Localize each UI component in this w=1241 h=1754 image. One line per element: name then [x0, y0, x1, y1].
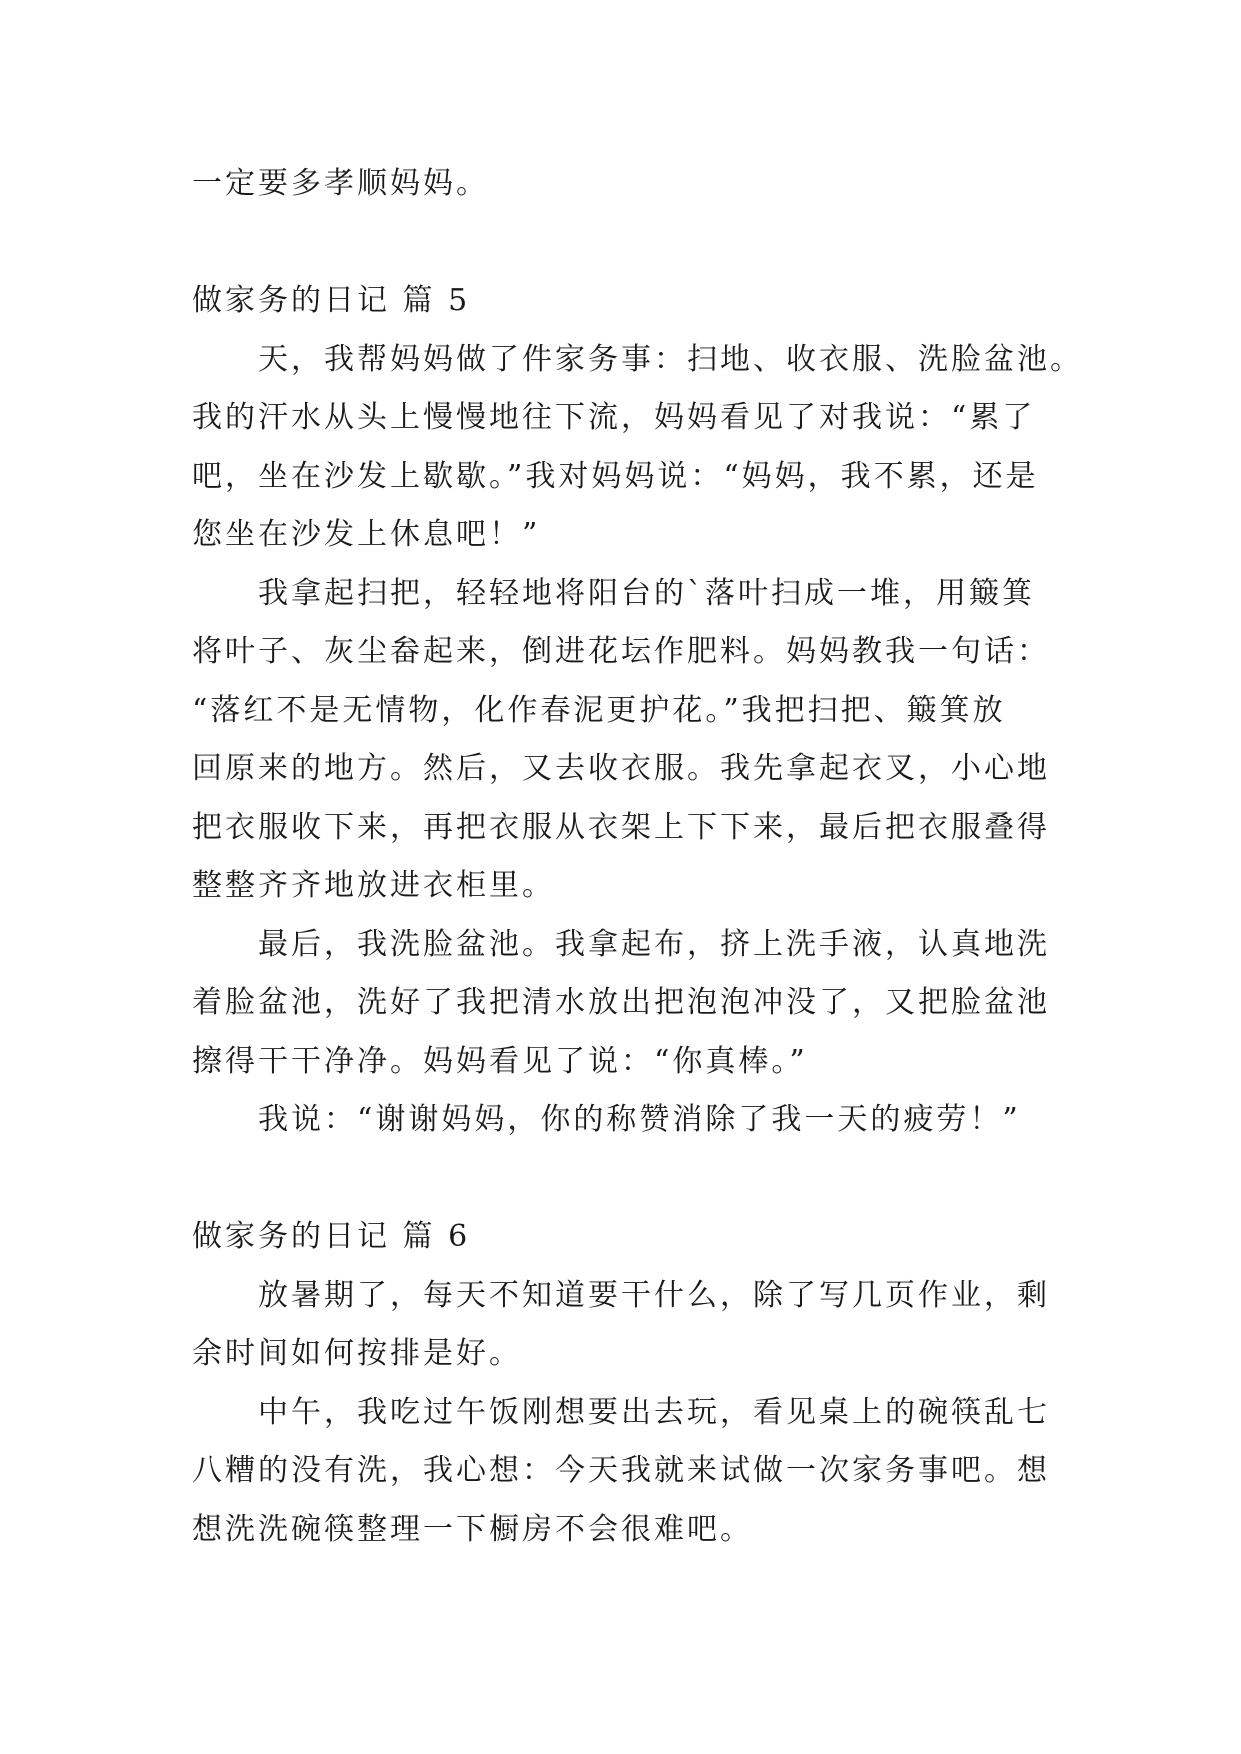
paragraph — [192, 1267, 1052, 1384]
text-line: 您坐在沙发上休息吧！” — [192, 517, 541, 552]
paragraph — [192, 565, 1052, 916]
paragraph — [192, 916, 1052, 1092]
document-page — [192, 155, 1083, 1559]
paragraph — [192, 1384, 1052, 1560]
text-line: 我的汗水从头上慢慢地往下流，妈妈看见了对我说：“累了 — [192, 400, 1036, 435]
text-line: 想洗洗碗筷整理一下橱房不会很难吧。 — [192, 1511, 753, 1547]
text-line: 最后，我洗脸盆池。我拿起布，挤上洗手液，认真地洗 — [258, 926, 1050, 962]
text-line: “落红不是无情物，化作春泥更护花。”我把扫把、簸箕放 — [192, 692, 1006, 728]
text-line: 擦得干干净净。妈妈看见了说：“你真棒。” — [192, 1043, 808, 1079]
text-line: 着脸盆池，洗好了我把清水放出把泡泡冲没了，又把脸盆池 — [192, 985, 1050, 1020]
section-heading: 做家务的日记 篇 6 — [192, 1219, 471, 1254]
text-line: 余时间如何按排是好。 — [192, 1336, 522, 1371]
text-line: 八糟的没有洗，我心想：今天我就来试做一次家务事吧。想 — [192, 1453, 1050, 1488]
text-line: 回原来的地方。然后，又去收衣服。我先拿起衣叉，小心地 — [192, 751, 1050, 786]
diary-section-6 — [192, 1208, 1052, 1559]
section-heading: 做家务的日记 篇 5 — [192, 283, 471, 318]
diary-section-5 — [192, 272, 1083, 1150]
text-line: 把衣服收下来，再把衣服从衣架上下下来，最后把衣服叠得 — [192, 809, 1050, 845]
intro-line: 一定要多孝顺妈妈。 — [192, 166, 489, 201]
section-gap — [192, 214, 1052, 273]
text-line: 吧，坐在沙发上歇歇。”我对妈妈说：“妈妈，我不累，还是 — [192, 458, 1039, 494]
text-line: 放暑期了，每天不知道要干什么，除了写几页作业，剩 — [258, 1277, 1050, 1313]
section-gap — [192, 1150, 1052, 1209]
text-line: 中午，我吃过午饭刚想要出去玩，看见桌上的碗筷乱七 — [258, 1394, 1050, 1430]
paragraph — [192, 1091, 1052, 1150]
paragraph — [192, 331, 1083, 565]
text-line: 天，我帮妈妈做了件家务事：扫地、收衣服、洗脸盆池。 — [258, 341, 1083, 377]
text-line: 我说：“谢谢妈妈，你的称赞消除了我一天的疲劳！” — [258, 1102, 1021, 1137]
text-line: 整整齐齐地放进衣柜里。 — [192, 868, 555, 903]
text-line: 将叶子、灰尘畚起来，倒进花坛作肥料。妈妈教我一句话： — [192, 634, 1050, 669]
text-line: 我拿起扫把，轻轻地将阳台的`落叶扫成一堆，用簸箕 — [258, 575, 1035, 611]
